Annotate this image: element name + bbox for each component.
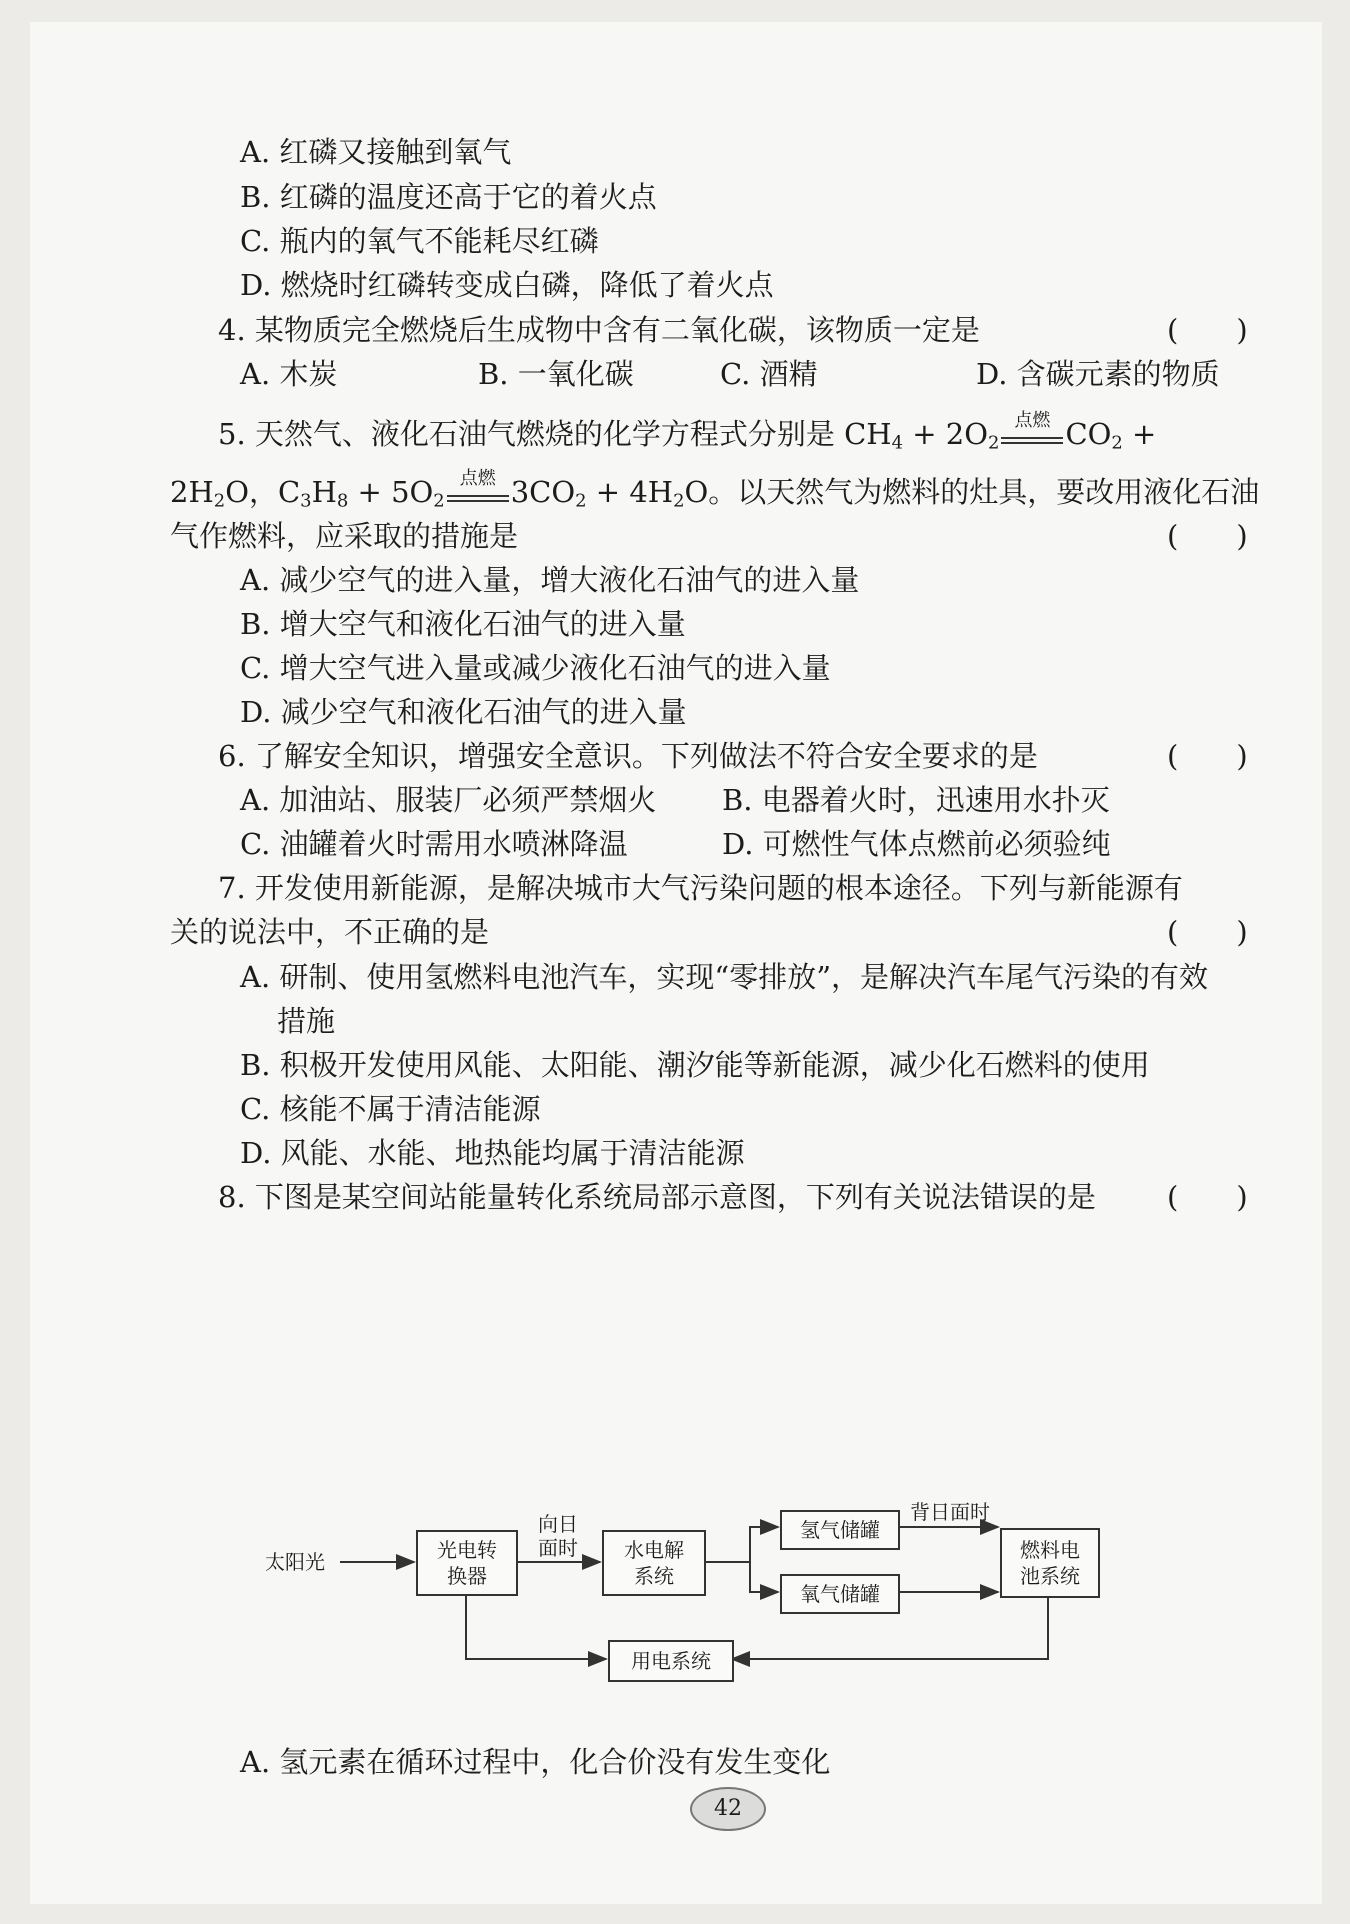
q5-option-d: D. 减少空气和液化石油气的进入量 (240, 695, 687, 729)
page-number: 42 (690, 1787, 766, 1831)
q5-stem-line2-end: 。以天然气为燃料的灶具，要改用液化石油 (708, 475, 1260, 509)
q8-stem: 8. 下图是某空间站能量转化系统局部示意图，下列有关说法错误的是 (218, 1180, 1096, 1214)
q3-option-a: A. 红磷又接触到氧气 (240, 135, 512, 169)
consumer-box: 用电系统 (608, 1640, 734, 1682)
q7-stem-line2: 关的说法中，不正确的是 (170, 915, 490, 949)
q5-option-b: B. 增大空气和液化石油气的进入量 (240, 607, 686, 641)
q5-stem-line3: 气作燃料，应采取的措施是 (170, 519, 519, 553)
q7-option-d: D. 风能、水能、地热能均属于清洁能源 (240, 1136, 745, 1170)
day-label-2: 面时 (538, 1536, 578, 1560)
q3-option-b: B. 红磷的温度还高于它的着火点 (240, 180, 657, 214)
q6-stem: 6. 了解安全知识，增强安全意识。下列做法不符合安全要求的是 (218, 739, 1038, 773)
arrow-to-o2 (750, 1562, 778, 1592)
q6-answer-paren: ( ) (1167, 739, 1248, 773)
q7-option-a-line2: 措施 (277, 1004, 336, 1038)
night-label: 背日面时 (910, 1500, 990, 1524)
q4-option-d: D. 含碳元素的物质 (976, 357, 1220, 391)
q3-option-d: D. 燃烧时红磷转变成白磷，降低了着火点 (240, 268, 774, 302)
q4-answer-paren: ( ) (1167, 313, 1248, 347)
q7-stem-line1: 7. 开发使用新能源，是解决城市大气污染问题的根本途径。下列与新能源有 (218, 871, 1183, 905)
q7-option-b: B. 积极开发使用风能、太阳能、潮汐能等新能源，减少化石燃料的使用 (240, 1048, 1150, 1082)
day-label (526, 1512, 590, 1560)
q7-option-c: C. 核能不属于清洁能源 (240, 1092, 541, 1126)
converter-label-2: 换器 (447, 1564, 487, 1588)
fuel-cell-box (1000, 1528, 1100, 1598)
converter-label-1: 光电转 (437, 1538, 497, 1562)
q6-option-c: C. 油罐着火时需用水喷淋降温 (240, 827, 628, 861)
q5-option-a: A. 减少空气的进入量，增大液化石油气的进入量 (240, 563, 860, 597)
q6-option-a: A. 加油站、服装厂必须严禁烟火 (240, 783, 657, 817)
q7-answer-paren: ( ) (1167, 915, 1248, 949)
o2-tank-box: 氧气储罐 (780, 1574, 900, 1614)
sunlight-label: 太阳光 (265, 1550, 325, 1574)
q5-stem-start: 5. 天然气、液化石油气燃烧的化学方程式分别是 CH (218, 417, 892, 451)
q5-stem-line2: $2H_2O$，$C_3H_8 + 5O_2$ 点燃 $3CO_2 + 4H_2O$。以天然气为燃料的灶具，要改用液化石油 (170, 468, 1260, 512)
q4-option-a: A. 木炭 (240, 357, 338, 391)
q6-option-d: D. 可燃性气体点燃前必须验纯 (722, 827, 1111, 861)
q5-stem-line1: 5. 天然气、液化石油气燃烧的化学方程式分别是 $CH_4 + 2O_2$ 点燃 $CO_2$ + (218, 410, 1157, 454)
diagram-arrows (30, 22, 1322, 1904)
reaction-condition-label: 点燃 (1014, 410, 1051, 431)
h2-tank-box: 氢气储罐 (780, 1510, 900, 1550)
q6-option-b: B. 电器着火时，迅速用水扑灭 (722, 783, 1110, 817)
electrolysis-box (602, 1530, 706, 1596)
energy-diagram (30, 22, 1322, 1904)
q8-answer-paren: ( ) (1167, 1180, 1248, 1214)
converter-box (416, 1530, 518, 1596)
q5-answer-paren: ( ) (1167, 519, 1248, 553)
fuel-cell-label-1: 燃料电 (1020, 1538, 1080, 1562)
fuel-cell-label-2: 池系统 (1020, 1564, 1080, 1588)
arrow-converter-to-consumer (466, 1588, 606, 1659)
electrolysis-label-1: 水电解 (624, 1538, 684, 1562)
q3-option-c: C. 瓶内的氧气不能耗尽红磷 (240, 224, 599, 258)
q4-stem: 4. 某物质完全燃烧后生成物中含有二氧化碳，该物质一定是 (218, 313, 980, 347)
q4-option-b: B. 一氧化碳 (478, 357, 634, 391)
day-label-1: 向日 (538, 1512, 578, 1536)
electrolysis-label-2: 系统 (634, 1564, 674, 1588)
q4-option-c: C. 酒精 (720, 357, 818, 391)
page (30, 22, 1322, 1904)
reaction-condition-label-2: 点燃 (459, 468, 496, 489)
arrow-to-h2 (704, 1527, 778, 1562)
q8-option-a: A. 氢元素在循环过程中，化合价没有发生变化 (240, 1745, 831, 1779)
q7-option-a-line1: A. 研制、使用氢燃料电池汽车，实现“零排放”，是解决汽车尾气污染的有效 (240, 960, 1209, 994)
q5-option-c: C. 增大空气进入量或减少液化石油气的进入量 (240, 651, 831, 685)
